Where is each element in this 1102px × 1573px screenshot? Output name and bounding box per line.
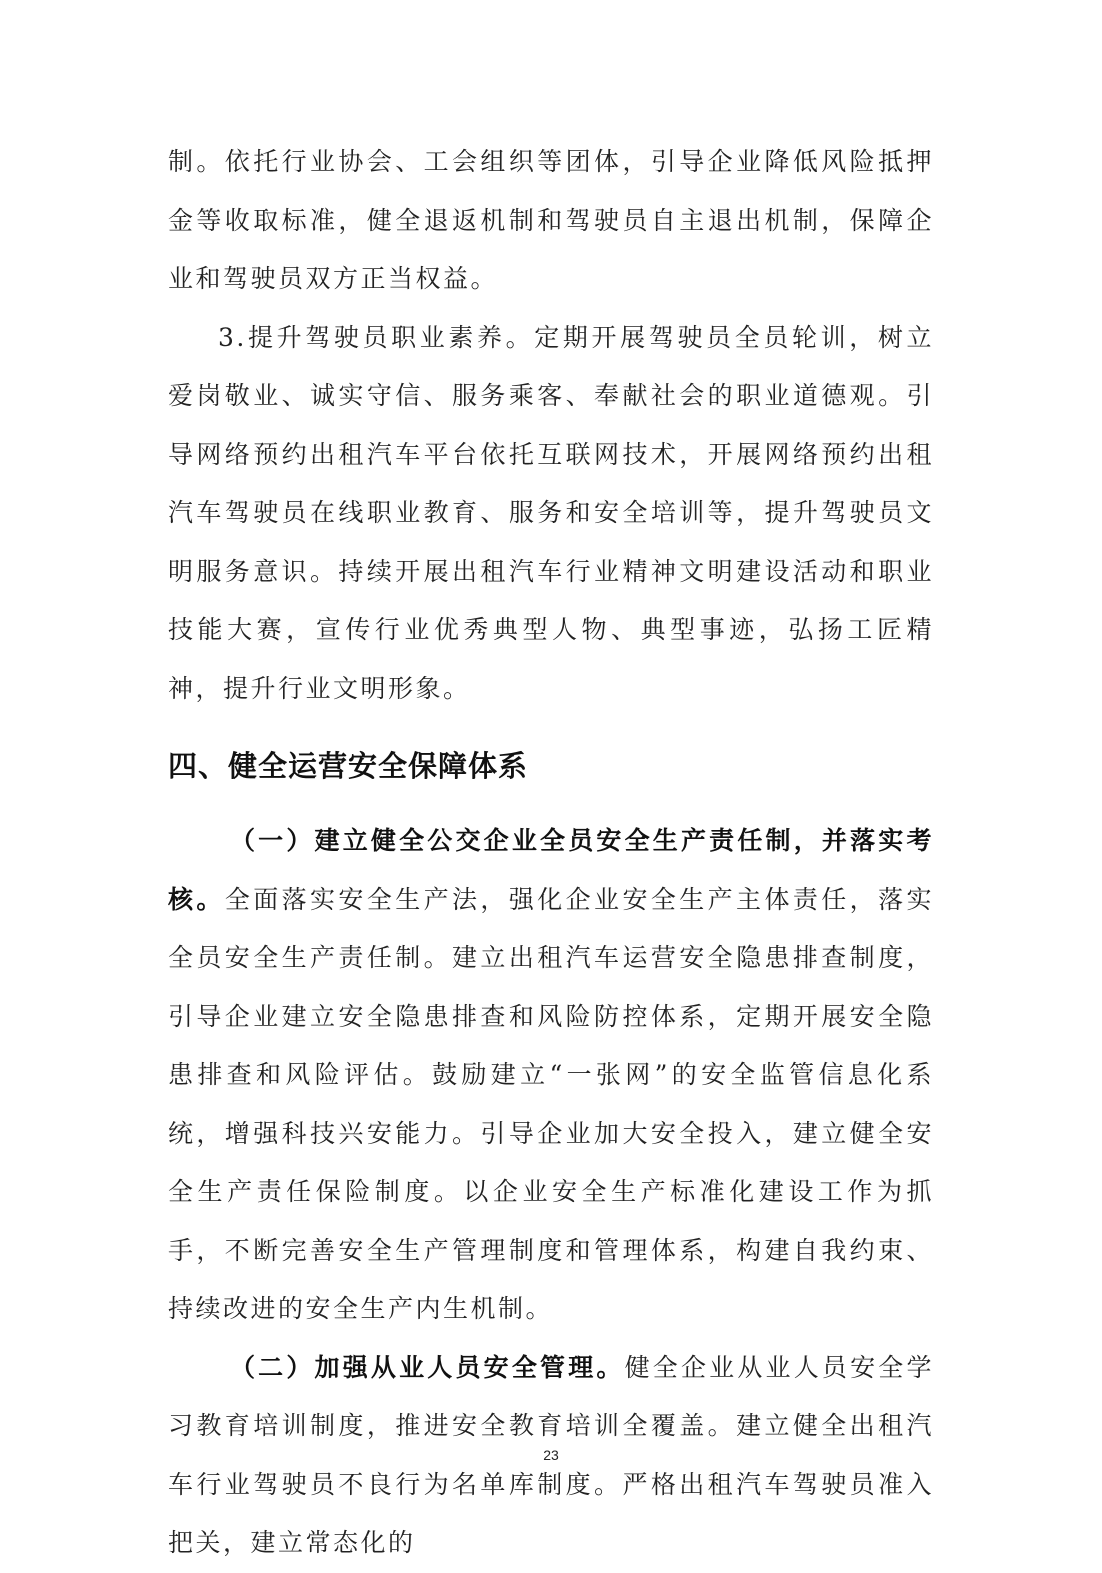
item-title-safety-responsibility: （一）建立健全公交企业全员安全生产责任制，并落实考核。 xyxy=(168,826,934,914)
item-body-staff-safety: 健全企业从业人员安全学习教育培训制度，推进安全教育培训全覆盖。建立健全出租汽车行业驾驶员不良行为名单库制度。严格出租汽车驾驶员准入把关，建立常态化的 xyxy=(168,1352,934,1557)
section-heading: 四、健全运营安全保障体系 xyxy=(168,749,529,783)
page-number: 23 xyxy=(543,1447,559,1463)
paragraph-driver-professionalism: 3.提升驾驶员职业素养。定期开展驾驶员全员轮训，树立爱岗敬业、诚实守信、服务乘客、奉献社会的职业道德观。引导网络预约出租汽车平台依托互联网技术，开展网络预约出租汽车驾驶员在线职业教育、服务和安全培训等，提升驾驶员文明服务意识。持续开展出租汽车行业精神文明建设活动和职业技能大赛，宣传行业优秀典型人物、典型事迹，弘扬工匠精神，提升行业文明形象。 xyxy=(168,322,934,703)
item-title-staff-safety: （二）加强从业人员安全管理。 xyxy=(230,1352,625,1382)
paragraph-continuation: 制。依托行业协会、工会组织等团体，引导企业降低风险抵押金等收取标准，健全退返机制和驾驶员自主退出机制，保障企业和驾驶员双方正当权益。 xyxy=(168,147,934,293)
item-body-safety-responsibility: 全面落实安全生产法，强化企业安全生产主体责任，落实全员安全生产责任制。建立出租汽车运营安全隐患排查制度，引导企业建立安全隐患排查和风险防控体系，定期开展安全隐患排查和风险评估。鼓励建立“一张网”的安全监管信息化系统，增强科技兴安能力。引导企业加大安全投入，建立健全安全生产责任保险制度。以企业安全生产标准化建设工作为抓手，不断完善安全生产管理制度和管理体系，构建自我约束、持续改进的安全生产内生机制。 xyxy=(168,884,934,1323)
document-page xyxy=(168,133,934,1573)
paragraph-safety-responsibility xyxy=(168,812,934,1339)
